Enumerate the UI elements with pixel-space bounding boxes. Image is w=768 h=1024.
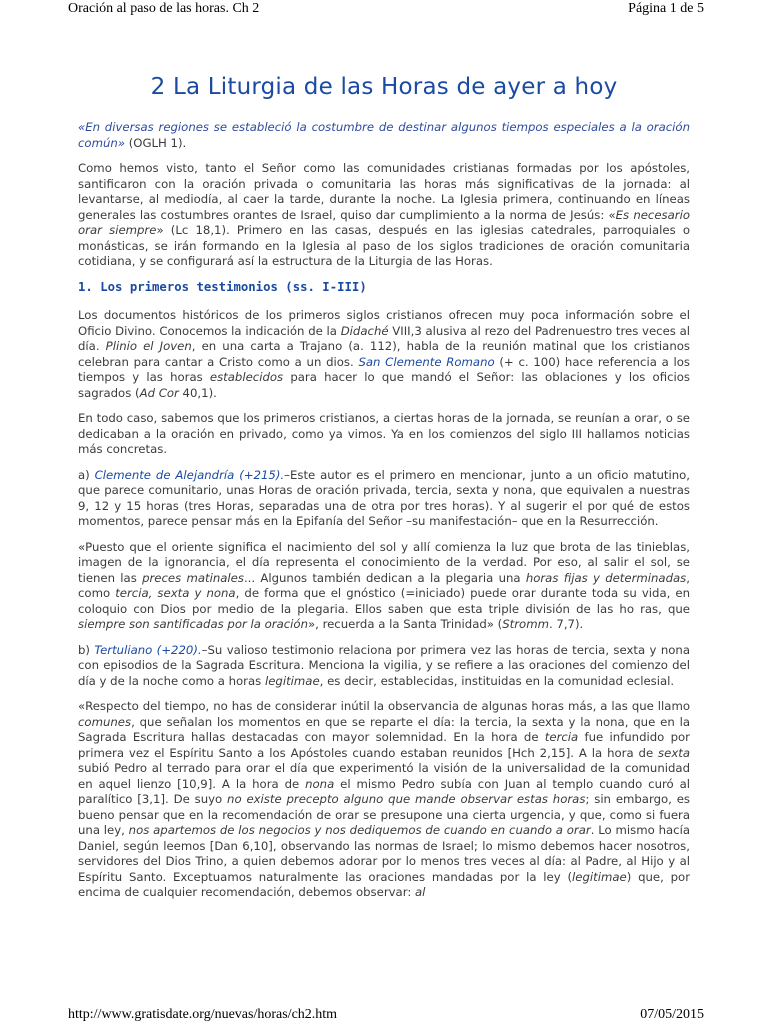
p7-em-4: nona [305, 776, 335, 791]
p7-em-6: nos apartemos de los negocios y nos dediquemos de cuando en cuando a orar [128, 823, 591, 837]
p7-em-5: no existe precepto alguno que mande observar estas horas [227, 792, 586, 806]
p4-em-1: Clemente de Alejandría (+215). [94, 467, 285, 482]
intro-paragraph [78, 120, 690, 151]
paragraph-7 [78, 699, 690, 901]
page-footer [68, 1006, 704, 1024]
paragraph-1 [78, 161, 690, 270]
p2-em-1: Didaché [340, 323, 389, 338]
page-title: 2 La Liturgia de las Horas de ayer a hoy [150, 74, 618, 100]
paragraph-5 [78, 540, 690, 633]
paragraph-2 [78, 308, 690, 401]
p5-em-4: siempre son santificadas por la oración [78, 617, 308, 631]
p2-em-3: San Clemente Romano [358, 354, 495, 369]
p6-text-b: –Su valioso testimonio relaciona por primera vez las horas de tercia, sexta y nona con episodios de la Sagrada Escritura. Menciona la vigilia, y se refiere a las oraciones del comienzo del día y de la noche como a horas [78, 642, 691, 688]
intro-quote: «En diversas regiones se estableció la costumbre de destinar algunos tiempos especiales a la oración común» [78, 120, 690, 150]
p7-text-h: ) que, por encima de cualquier recomendación, debemos observar: [78, 869, 690, 899]
p5-em-5: Stromm [502, 617, 549, 631]
paragraph-4 [78, 468, 690, 530]
p7-em-3: sexta [658, 745, 690, 760]
p5-text-b: ... Algunos también dedican a la plegaria una [243, 570, 526, 585]
p5-text-e: », recuerda a la Santa Trinidad» ( [307, 617, 503, 631]
p5-text-a: «Puesto que el oriente significa el nacimiento del sol y allí comienza la luz que brota de las tinieblas, imagen de la ignorancia, el día representa el conocimiento de la verdad. Por eso, al salir el sol, se tienen las [78, 539, 690, 585]
p5-em-1: preces matinales [142, 570, 244, 585]
p7-text-b: , que señalan los momentos en que se reparte el día: la tercia, la sexta y la nona, que en la Sagrada Escritura hallas destacadas con mayor solemnidad. En la hora de [78, 714, 690, 744]
p6-em-1: Tertuliano (+220). [94, 642, 202, 657]
p7-text-e: el mismo Pedro subía con Juan al templo cuando curó al paralítico [3,1]. De suyo [78, 776, 690, 806]
p1-text-a: Como hemos visto, tanto el Señor como las comunidades cristianas formadas por los apóstoles, santificaron con la oración privada o comunitaria las horas más significativas de la jornada: al levantarse, al mediodía, al caer la tarde, durante la noche. La Iglesia primera, continuando en líneas generales las costumbres orantes de Israel, quiso dar cumplimiento a la norma de Jesús: « [78, 161, 690, 222]
p5-em-2: horas fijas y determinadas [525, 570, 687, 585]
p1-emphasis: Es necesario orar siempre [78, 207, 690, 237]
p5-text-d: , de forma que el gnóstico (=iniciado) puede orar durante toda su vida, en coloquio con Dios por medio de la plegaria. Ellos saben que esta triple división de las ho ras, que [78, 586, 691, 616]
print-date: 07/05/2015 [640, 1007, 704, 1022]
paragraph-3: En todo caso, sabemos que los primeros cristianos, a ciertas horas de la jornada, se reunían a orar, o se dedicaban a la oración en privado, como ya vimos. Ya en los comienzos del siglo III hallamos noticias más concretas. [78, 411, 690, 456]
p2-text-e: para hacer lo que mandó el Señor: las oblaciones y los oficios sagrados ( [78, 370, 690, 400]
p7-text-a: «Respecto del tiempo, no has de considerar inútil la observancia de algunas horas más, a las que llamo [78, 699, 690, 713]
p2-em-5: Ad Cor [139, 385, 179, 400]
p2-text-b: VIII,3 alusiva al rezo del Padrenuestro tres veces al día. [78, 323, 691, 353]
intro-reference: (OGLH 1). [125, 135, 187, 150]
p7-em-2: tercia [544, 730, 579, 744]
p2-text-f: 40,1). [178, 385, 217, 400]
p7-text-c: fue infundido por primera vez el Espíritu Santo a los Apóstoles cuando estaban reunidos [Hch 2,15]. A la hora de [78, 730, 690, 760]
p6-em-2: legitimae [264, 673, 320, 688]
p7-em-1: comunes [78, 714, 132, 729]
p2-text-d: (+ c. 100) hace referencia a los tiempos y las horas [78, 354, 690, 384]
p7-text-f: ; sin embargo, es bueno pensar que en la recomendación de orar se presupone una cierta urgencia, y que, como si fuera una ley, [78, 792, 690, 837]
p2-em-2: Plinio el Joven [105, 339, 192, 353]
p2-text-a: Los documentos históricos de los primeros siglos cristianos ofrecen muy poca información sobre el Oficio Divino. Conocemos la indicación de la [78, 308, 690, 338]
p2-em-4: establecidos [209, 370, 284, 384]
p7-em-8: al [414, 885, 426, 899]
p7-text-g: . Lo mismo hacía Daniel, según leemos [Dan 6,10], observando las normas de Israel; lo mismo debemos hacer nosotros, servidores del Dios Trino, a quien debemos adorar por lo menos tres veces al día: al Padre, al Hijo y al Espíritu Santo. Exceptuamos naturalmente las oraciones mandadas por la ley ( [78, 823, 690, 884]
page-number: Página 1 de 5 [628, 1, 704, 16]
source-url: http://www.gratisdate.org/nuevas/horas/ch2.htm [68, 1007, 338, 1022]
p4-text-b: –Este autor es el primero en mencionar, junto a un oficio matutino, que parece comunitario, unas Horas de oración privada, tercia, sexta y nona, que equivalen a nuestras 9, 12 y 15 horas (tres Horas, separadas una de otra por tres horas). Y al sugerir el por qué de estos momentos, parece pensar más en la Epifanía del Señor –su manifestación– que en la Resurrección. [78, 467, 690, 528]
page-header [68, 0, 704, 18]
p2-text-c: , en una carta a Trajano (a. 112), habla de la reunión matinal que los cristianos celebran para cantar a Cristo como a un dios. [78, 339, 690, 369]
p7-em-7: legitimae [572, 869, 627, 884]
header-title: Oración al paso de las horas. Ch 2 [68, 1, 260, 16]
p4-text-a: a) [78, 467, 95, 482]
p1-text-b: » (Lc 18,1). Primero en las casas, después en las iglesias catedrales, parroquiales o monásticas, se irán formando en la Iglesia al paso de los siglos tradiciones de oración comunitaria cotidiana, y se configurará así la estructura de la Liturgia de las Horas. [78, 223, 690, 268]
paragraph-6 [78, 643, 690, 690]
p6-text-c: , es decir, establecidas, instituidas en la comunidad eclesial. [319, 673, 675, 688]
section-heading-1: 1. Los primeros testimonios (ss. I-III) [78, 279, 367, 294]
p7-text-d: subió Pedro al terrado para orar el día que experimentó la visión de la universalidad de la comunidad en aquel lienzo [10,9]. A la hora de [78, 761, 690, 791]
p6-text-a: b) [78, 642, 95, 657]
p5-text-c: , como [78, 570, 690, 600]
p5-em-3: tercia, sexta y nona [115, 586, 236, 600]
document-body [78, 72, 690, 911]
p5-text-f: . 7,7). [548, 617, 584, 631]
